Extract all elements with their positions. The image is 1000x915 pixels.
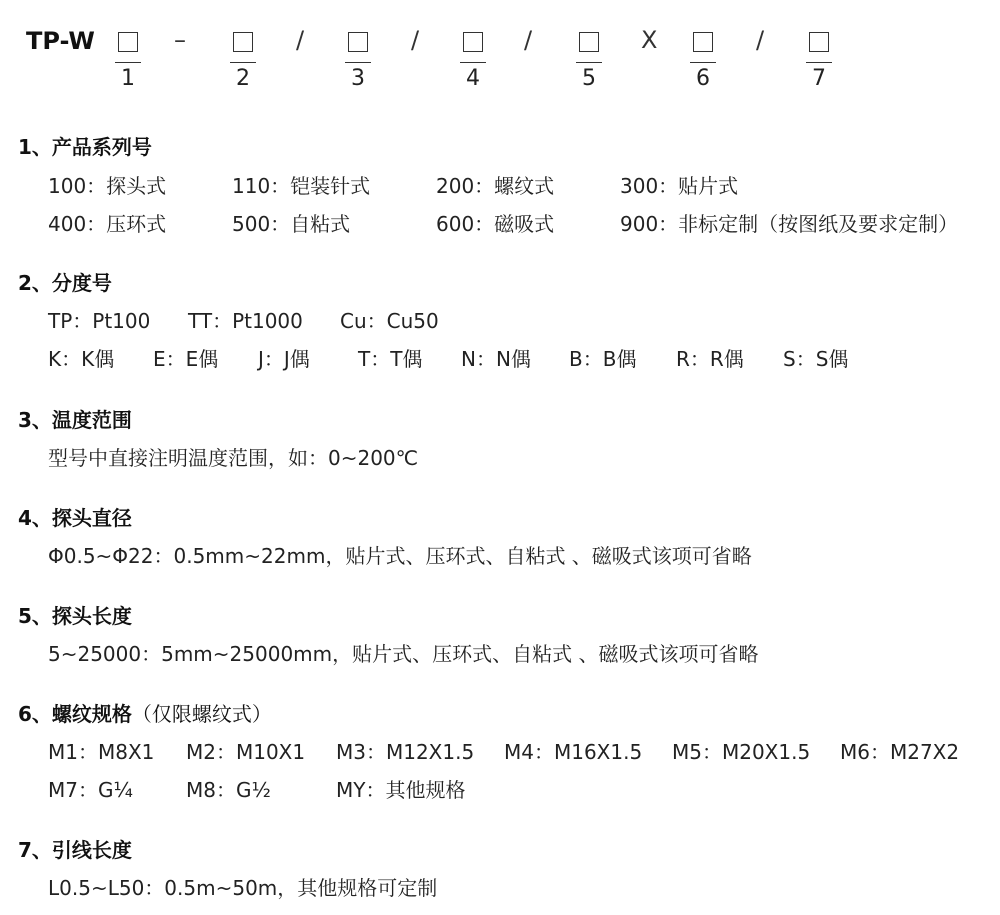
section-heading [18, 834, 132, 863]
code-separator: / [411, 26, 420, 54]
code-field-number: 1 [121, 66, 135, 91]
code-field-number: 6 [696, 66, 710, 91]
code-field-underline [690, 62, 716, 63]
spec-item: 300：贴片式 [620, 174, 739, 198]
code-field-number: 4 [466, 66, 480, 91]
code-field-underline [460, 62, 486, 63]
code-field-number: 5 [582, 66, 596, 91]
section-title: 4、探头直径 [18, 506, 132, 530]
spec-item: M6：M27X2 [840, 740, 960, 764]
section-heading [18, 131, 152, 160]
code-field-box [693, 32, 713, 52]
code-field-box [809, 32, 829, 52]
spec-item: B：B偶 [569, 347, 637, 371]
spec-item: M5：M20X1.5 [672, 740, 811, 764]
code-field-underline [345, 62, 371, 63]
section-heading [18, 404, 132, 433]
spec-item: M4：M16X1.5 [504, 740, 643, 764]
section-title: 6、螺纹规格 [18, 702, 132, 726]
code-field-underline [115, 62, 141, 63]
spec-item: E：E偶 [153, 347, 219, 371]
code-field-number: 2 [236, 66, 250, 91]
spec-item: Φ0.5~Φ22：0.5mm~22mm，贴片式、压环式、自粘式 、磁吸式该项可省略 [48, 544, 752, 568]
section-title: 2、分度号 [18, 271, 112, 295]
spec-item: M3：M12X1.5 [336, 740, 475, 764]
code-field-number: 7 [812, 66, 826, 91]
spec-item: M8：G½ [186, 778, 271, 802]
spec-item: M7：G¼ [48, 778, 133, 802]
spec-item: TP：Pt100 [48, 309, 151, 333]
spec-item: Cu：Cu50 [340, 309, 439, 333]
section-heading [18, 502, 132, 531]
code-field-box [118, 32, 138, 52]
section-heading [18, 267, 112, 296]
spec-item: TT：Pt1000 [188, 309, 303, 333]
code-separator: X [641, 26, 658, 54]
section-note: （仅限螺纹式） [131, 702, 272, 726]
code-separator: – [174, 26, 186, 54]
spec-item: R：R偶 [676, 347, 744, 371]
spec-item: 100：探头式 [48, 174, 167, 198]
spec-item: 600：磁吸式 [436, 212, 555, 236]
code-field-box [233, 32, 253, 52]
spec-item: 型号中直接注明温度范围，如：0~200℃ [48, 446, 419, 470]
section-title: 7、引线长度 [18, 838, 132, 862]
section-title: 3、温度范围 [18, 408, 132, 432]
spec-item: L0.5~L50：0.5m~50m，其他规格可定制 [48, 876, 438, 900]
code-field-box [579, 32, 599, 52]
spec-item: M2：M10X1 [186, 740, 306, 764]
spec-item: 5~25000：5mm~25000mm，贴片式、压环式、自粘式 、磁吸式该项可省略 [48, 642, 759, 666]
spec-item: J：J偶 [258, 347, 310, 371]
section-title: 5、探头长度 [18, 604, 132, 628]
code-field-underline [806, 62, 832, 63]
spec-item: 200：螺纹式 [436, 174, 555, 198]
spec-item: 900：非标定制（按图纸及要求定制） [620, 212, 959, 236]
section-title: 1、产品系列号 [18, 135, 152, 159]
code-field-box [463, 32, 483, 52]
code-field-underline [576, 62, 602, 63]
code-field-underline [230, 62, 256, 63]
spec-item: S：S偶 [783, 347, 849, 371]
code-separator: / [296, 26, 305, 54]
code-field-number: 3 [351, 66, 365, 91]
section-heading [18, 600, 132, 629]
section-heading [18, 698, 272, 727]
code-field-box [348, 32, 368, 52]
spec-item: 500：自粘式 [232, 212, 351, 236]
model-code-prefix: TP-W [26, 27, 95, 55]
code-separator: / [524, 26, 533, 54]
spec-item: MY：其他规格 [336, 778, 466, 802]
spec-item: K：K偶 [48, 347, 115, 371]
spec-item: 110：铠装针式 [232, 174, 371, 198]
spec-item: M1：M8X1 [48, 740, 155, 764]
code-separator: / [756, 26, 765, 54]
spec-item: T：T偶 [358, 347, 423, 371]
spec-item: 400：压环式 [48, 212, 167, 236]
spec-item: N：N偶 [461, 347, 531, 371]
